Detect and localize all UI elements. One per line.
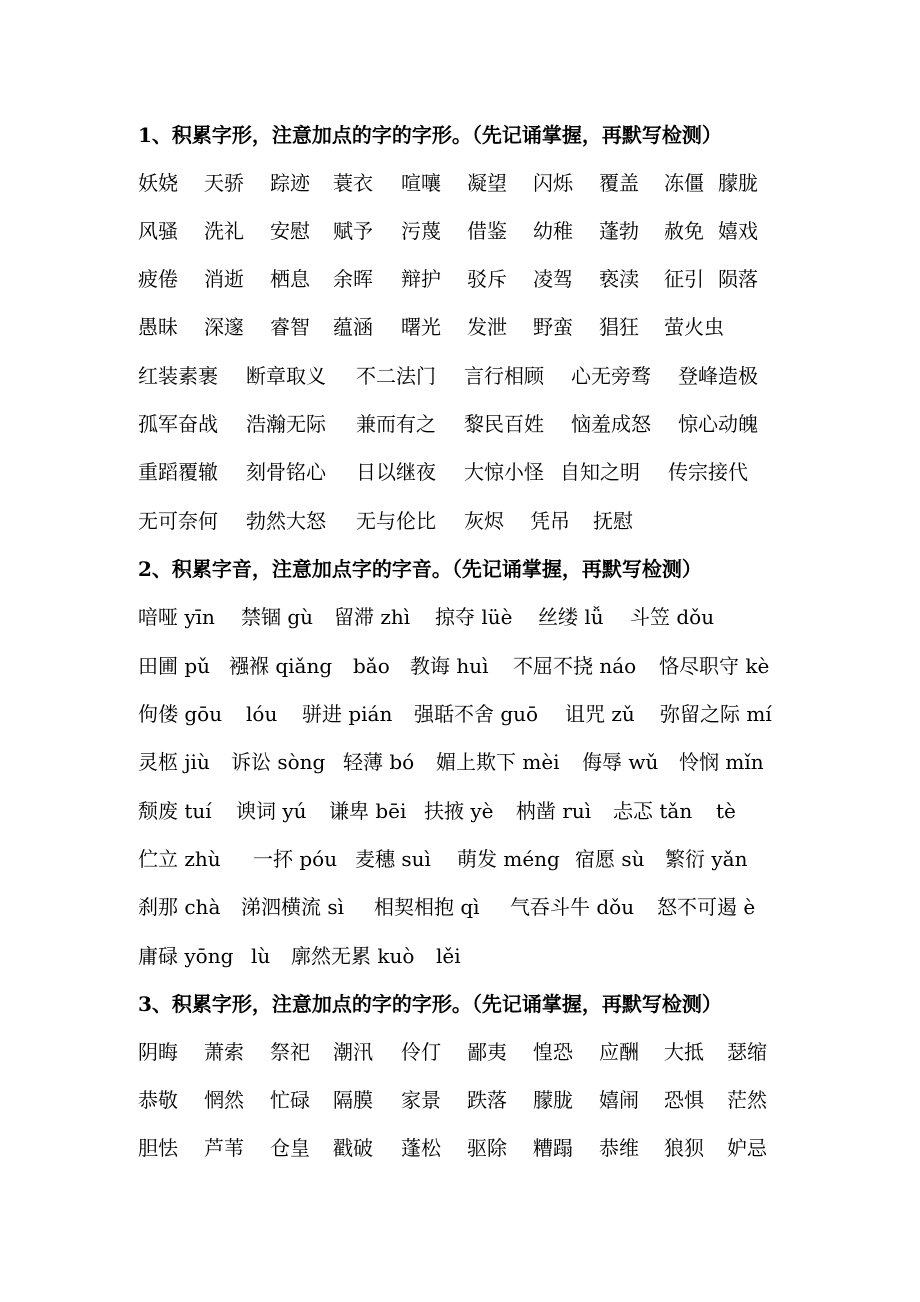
word-with-pinyin: 扶掖 yè bbox=[424, 799, 494, 823]
word: 日以继夜 bbox=[356, 460, 436, 484]
word: 芦苇 bbox=[204, 1136, 244, 1160]
word: 言行相顾 bbox=[464, 364, 544, 388]
word: 污蔑 bbox=[401, 219, 441, 243]
word-with-pinyin: 灵柩 jiù bbox=[138, 750, 210, 774]
word: 狼狈 bbox=[664, 1136, 704, 1160]
word: 萤火虫 bbox=[664, 315, 724, 339]
word-with-pinyin: 骈进 pián bbox=[302, 702, 393, 726]
word: 戳破 bbox=[333, 1136, 373, 1160]
word: 驱除 bbox=[467, 1136, 507, 1160]
word: 恐惧 bbox=[664, 1088, 704, 1112]
word: 亵渎 bbox=[599, 267, 639, 291]
word: 蕴涵 bbox=[333, 315, 373, 339]
word: 曙光 bbox=[401, 315, 441, 339]
word: 断章取义 bbox=[246, 364, 326, 388]
word-with-pinyin: lù bbox=[251, 944, 271, 968]
word-with-pinyin: 颓废 tuí bbox=[138, 799, 212, 823]
word-with-pinyin: lěi bbox=[436, 944, 461, 968]
word: 孤军奋战 bbox=[138, 412, 218, 436]
word: 无可奈何 bbox=[138, 509, 218, 533]
word: 驳斥 bbox=[467, 267, 507, 291]
section-2-row-3 bbox=[138, 702, 772, 726]
word: 忙碌 bbox=[270, 1088, 310, 1112]
word-with-pinyin: 宿愿 sù bbox=[575, 847, 645, 871]
section-2-row-5 bbox=[138, 799, 736, 823]
word: 嬉戏 bbox=[718, 219, 758, 243]
word: 传宗接代 bbox=[668, 460, 748, 484]
section-1-row-7 bbox=[138, 460, 748, 484]
word: 征引 bbox=[664, 267, 704, 291]
word-with-pinyin: 佝偻 gōu bbox=[138, 702, 223, 726]
section-3-row-3 bbox=[138, 1136, 767, 1160]
word-with-pinyin: 气吞斗牛 dǒu bbox=[510, 895, 635, 919]
word: 发泄 bbox=[467, 315, 507, 339]
word-with-pinyin: 侮辱 wǔ bbox=[582, 750, 659, 774]
word: 红装素裹 bbox=[138, 364, 218, 388]
word: 灰烬 bbox=[464, 509, 504, 533]
word-with-pinyin: 斗笠 dǒu bbox=[630, 605, 715, 629]
word-with-pinyin: 一抔 póu bbox=[253, 847, 338, 871]
word: 朦胧 bbox=[718, 171, 758, 195]
word: 栖息 bbox=[270, 267, 310, 291]
word: 跌落 bbox=[467, 1088, 507, 1112]
word-with-pinyin: 强聒不舍 guō bbox=[414, 702, 539, 726]
word-with-pinyin: 不屈不挠 náo bbox=[513, 654, 637, 678]
word: 朦胧 bbox=[533, 1088, 573, 1112]
word: 妖娆 bbox=[138, 171, 178, 195]
word: 恼羞成怒 bbox=[571, 412, 651, 436]
word: 家景 bbox=[401, 1088, 441, 1112]
word: 恭敬 bbox=[138, 1088, 178, 1112]
word-with-pinyin: 庸碌 yōng bbox=[138, 944, 234, 968]
word: 无与伦比 bbox=[356, 509, 436, 533]
word: 疲倦 bbox=[138, 267, 178, 291]
word: 重蹈覆辙 bbox=[138, 460, 218, 484]
word: 余晖 bbox=[333, 267, 373, 291]
word: 辩护 bbox=[401, 267, 441, 291]
word-with-pinyin: 诉讼 sòng bbox=[231, 750, 326, 774]
section-1-row-1 bbox=[138, 171, 758, 195]
word-with-pinyin: 怜悯 mǐn bbox=[679, 750, 764, 774]
word: 祭祀 bbox=[270, 1040, 310, 1064]
word: 惘然 bbox=[204, 1088, 244, 1112]
word: 隔膜 bbox=[333, 1088, 373, 1112]
word-with-pinyin: 忐忑 tǎn bbox=[613, 799, 693, 823]
section-1-row-5 bbox=[138, 364, 758, 388]
word: 借鉴 bbox=[467, 219, 507, 243]
word: 安慰 bbox=[270, 219, 310, 243]
word: 心无旁骛 bbox=[571, 364, 651, 388]
word-with-pinyin: 谦卑 bēi bbox=[329, 799, 407, 823]
word: 踪迹 bbox=[270, 171, 310, 195]
word-with-pinyin: 丝缕 lǚ bbox=[538, 605, 604, 629]
section-2-row-2 bbox=[138, 654, 769, 678]
word: 大惊小怪 bbox=[464, 460, 544, 484]
word-with-pinyin: 涕泗横流 sì bbox=[241, 895, 345, 919]
word: 瑟缩 bbox=[727, 1040, 767, 1064]
section-2-row-6 bbox=[138, 847, 747, 871]
section-2-row-7 bbox=[138, 895, 755, 919]
word: 伶仃 bbox=[401, 1040, 441, 1064]
word: 冻僵 bbox=[664, 171, 704, 195]
word-with-pinyin: 伫立 zhù bbox=[138, 847, 221, 871]
word-with-pinyin: 怒不可遏 è bbox=[657, 895, 756, 919]
word: 凭吊 bbox=[530, 509, 570, 533]
word: 猖狂 bbox=[599, 315, 639, 339]
word: 登峰造极 bbox=[678, 364, 758, 388]
word-with-pinyin: 麦穗 suì bbox=[355, 847, 431, 871]
section-2-heading: 2、积累字音，注意加点字的字音。（先记诵掌握，再默写检测） bbox=[138, 557, 702, 581]
section-1-heading: 1、积累字形，注意加点的字的字形。（先记诵掌握，再默写检测） bbox=[138, 123, 722, 147]
word: 赦免 bbox=[664, 219, 704, 243]
word-with-pinyin: 田圃 pǔ bbox=[138, 654, 211, 678]
word: 覆盖 bbox=[599, 171, 639, 195]
word: 潮汛 bbox=[333, 1040, 373, 1064]
section-2-row-1 bbox=[138, 605, 714, 629]
word: 惶恐 bbox=[533, 1040, 573, 1064]
word-with-pinyin: 禁锢 gù bbox=[241, 605, 314, 629]
word: 睿智 bbox=[270, 315, 310, 339]
word-with-pinyin: 刹那 chà bbox=[138, 895, 221, 919]
word-with-pinyin: tè bbox=[716, 799, 736, 823]
section-1-row-2 bbox=[138, 219, 758, 243]
word: 自知之明 bbox=[560, 460, 640, 484]
word: 深邃 bbox=[204, 315, 244, 339]
word: 消逝 bbox=[204, 267, 244, 291]
word-with-pinyin: 相契相抱 qì bbox=[374, 895, 480, 919]
word: 嬉闹 bbox=[599, 1088, 639, 1112]
word: 蓬松 bbox=[401, 1136, 441, 1160]
word: 蓑衣 bbox=[333, 171, 373, 195]
word-with-pinyin: 廓然无累 kuò bbox=[291, 944, 415, 968]
word-with-pinyin: 弥留之际 mí bbox=[660, 702, 772, 726]
word: 幼稚 bbox=[533, 219, 573, 243]
word-with-pinyin: bǎo bbox=[353, 654, 390, 678]
word-with-pinyin: 谀词 yú bbox=[236, 799, 307, 823]
section-3-heading: 3、积累字形，注意加点的字的字形。（先记诵掌握，再默写检测） bbox=[138, 992, 722, 1016]
section-1-row-4 bbox=[138, 315, 724, 339]
word-with-pinyin: 恪尽职守 kè bbox=[659, 654, 770, 678]
section-3-row-2 bbox=[138, 1088, 767, 1112]
word: 鄙夷 bbox=[467, 1040, 507, 1064]
word-with-pinyin: 萌发 méng bbox=[457, 847, 560, 871]
section-2-row-8 bbox=[138, 944, 461, 968]
word: 蓬勃 bbox=[599, 219, 639, 243]
word: 凝望 bbox=[467, 171, 507, 195]
word-with-pinyin: 教诲 huì bbox=[410, 654, 489, 678]
word: 大抵 bbox=[664, 1040, 704, 1064]
word: 赋予 bbox=[333, 219, 373, 243]
word: 惊心动魄 bbox=[678, 412, 758, 436]
word: 妒忌 bbox=[727, 1136, 767, 1160]
word: 抚慰 bbox=[593, 509, 633, 533]
word: 仓皇 bbox=[270, 1136, 310, 1160]
word: 喧嚷 bbox=[401, 171, 441, 195]
word: 天骄 bbox=[204, 171, 244, 195]
word: 恭维 bbox=[599, 1136, 639, 1160]
word: 阴晦 bbox=[138, 1040, 178, 1064]
section-1-row-3 bbox=[138, 267, 758, 291]
word: 野蛮 bbox=[533, 315, 573, 339]
word-with-pinyin: 繁衍 yǎn bbox=[665, 847, 748, 871]
word: 黎民百姓 bbox=[464, 412, 544, 436]
section-2-row-4 bbox=[138, 750, 764, 774]
word: 闪烁 bbox=[533, 171, 573, 195]
word: 浩瀚无际 bbox=[246, 412, 326, 436]
word: 茫然 bbox=[727, 1088, 767, 1112]
word: 不二法门 bbox=[356, 364, 436, 388]
section-3-row-1 bbox=[138, 1040, 767, 1064]
word-with-pinyin: 掠夺 lüè bbox=[435, 605, 513, 629]
word: 应酬 bbox=[599, 1040, 639, 1064]
word: 风骚 bbox=[138, 219, 178, 243]
word-with-pinyin: 枘凿 ruì bbox=[516, 799, 592, 823]
section-1-row-8 bbox=[138, 509, 633, 533]
word: 凌驾 bbox=[533, 267, 573, 291]
word: 胆怯 bbox=[138, 1136, 178, 1160]
word-with-pinyin: 媚上欺下 mèi bbox=[436, 750, 560, 774]
word-with-pinyin: 襁褓 qiǎng bbox=[229, 654, 333, 678]
word-with-pinyin: 诅咒 zǔ bbox=[565, 702, 635, 726]
word-with-pinyin: 喑哑 yīn bbox=[138, 605, 215, 629]
word: 兼而有之 bbox=[356, 412, 436, 436]
word-with-pinyin: 留滞 zhì bbox=[334, 605, 411, 629]
word: 糟蹋 bbox=[533, 1136, 573, 1160]
word: 洗礼 bbox=[204, 219, 244, 243]
word: 刻骨铭心 bbox=[246, 460, 326, 484]
word: 愚昧 bbox=[138, 315, 178, 339]
word-with-pinyin: 轻薄 bó bbox=[343, 750, 415, 774]
word: 陨落 bbox=[718, 267, 758, 291]
word-with-pinyin: lóu bbox=[246, 702, 278, 726]
word: 勃然大怒 bbox=[246, 509, 326, 533]
word: 萧索 bbox=[204, 1040, 244, 1064]
section-1-row-6 bbox=[138, 412, 758, 436]
